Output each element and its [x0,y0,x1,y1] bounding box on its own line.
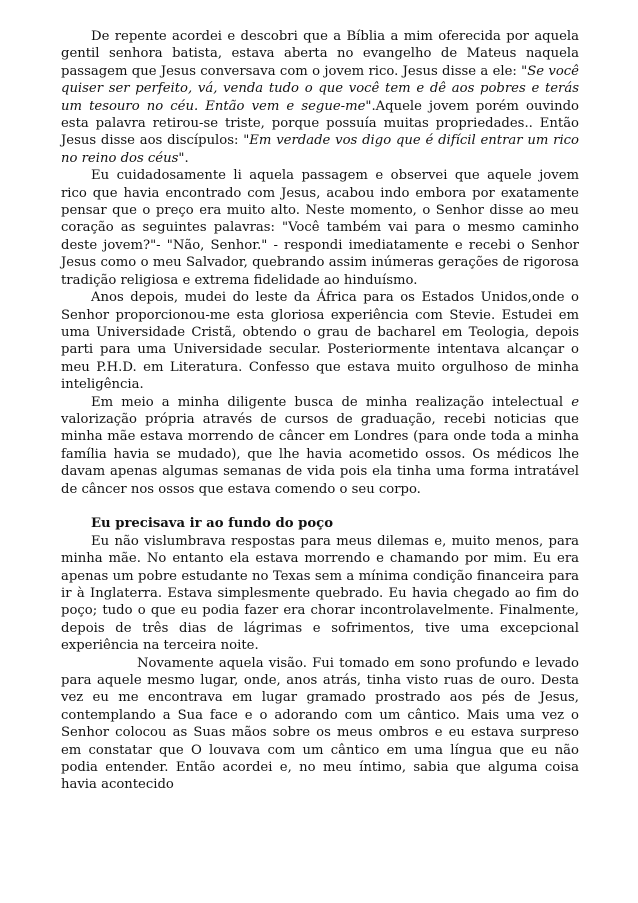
matthew-quote-rich-man: "Em verdade vos digo que é difícil entrar um rico no reino dos céus" [61,133,579,166]
matthew-quote-perfect: "Se você quiser ser perfeito, vá, venda tudo o que você tem e dê aos pobres e terás um tesouro no céu. Então vem e segue-me" [61,63,579,114]
section-heading: Eu precisava ir ao fundo do poço [91,516,333,532]
paragraph-4-italic-e: e [571,394,579,410]
paragraph-1 [61,28,579,167]
paragraph-5: Eu não vislumbrava respostas para meus dilemas e, muito menos, para minha mãe. No entanto ela estava morrendo e chamando por mim. Eu era apenas um pobre estudante no Texas sem a mínima condição financeira para ir à Inglaterra. Estava simplesmente quebrado. Eu havia chegado ao fim do poço; tudo o que eu podia fazer era chorar incontrolavelmente. Finalmente, depois de três dias de lágrimas e sofrimentos, tive uma excepcional experiência na terceira noite. [61,533,579,654]
paragraph-1-text-c: . [184,150,189,166]
paragraph-4-text-b: valorização própria através de cursos de graduação, recebi noticias que minha mãe estava morrendo de câncer em Londres (para onde toda a minha família havia se mudado), que lhe havia acometido ossos. Os médicos lhe davam apenas algumas semanas de vida pois ela tinha uma forma intratável de câncer nos ossos que estava comendo o seu corpo. [61,411,579,497]
paragraph-4-text-a: Em meio a minha diligente busca de minha realização intelectual [91,394,572,410]
paragraph-2: Eu cuidadosamente li aquela passagem e observei que aquele jovem rico que havia encontrado com Jesus, acabou indo embora por exatamente pensar que o preço era muito alto. Neste momento, o Senhor disse ao meu coração as seguintes palavras: "Você também vai para o mesmo caminho deste jovem?"- "Não, Senhor." - respondi imediatamente e recebi o Senhor Jesus como o meu Salvador, quebrando assim inúmeras gerações de rigorosa tradição religiosa e extrema fidelidade ao hinduísmo. [61,168,579,288]
paragraph-1-text-b: .Aquele jovem porém ouvindo esta palavra retirou-se triste, porque possuía muitas propriedades.. Então Jesus disse aos discípulos: [61,98,579,149]
paragraph-6: Novamente aquela visão. Fui tomado em sono profundo e levado para aquele mesmo lugar, onde, anos atrás, tinha visto ruas de ouro. Desta vez eu me encontrava em lugar gramado prostrado aos pés de Jesus, contemplando a Sua face e o adorando com um cântico. Mais uma vez o Senhor colocou as Suas mãos sobre os meus ombros e eu estava surpreso em constatar que O louvava com um cântico em uma língua que eu não podia entender. Então acordei e, no meu íntimo, sabia que alguma coisa havia acontecido [61,655,579,793]
paragraph-3: Anos depois, mudei do leste da África para os Estados Unidos,onde o Senhor proporcionou-me esta gloriosa experiência com Stevie. Estudei em uma Universidade Cristã, obtendo o grau de bacharel em Teologia, depois parti para uma Universidade secular. Posteriormente intentava alcançar o meu P.H.D. em Literatura. Confesso que estava muito orgulhoso de minha inteligência. [61,290,579,393]
paragraph-4 [61,394,579,498]
document-page [61,28,579,794]
paragraph-1-text-a: De repente acordei e descobri que a Bíblia a mim oferecida por aquela gentil senhora batista, estava aberta no evangelho de Mateus naquela passagem que Jesus conversava com o jovem rico. Jesus disse a ele: [61,29,579,79]
